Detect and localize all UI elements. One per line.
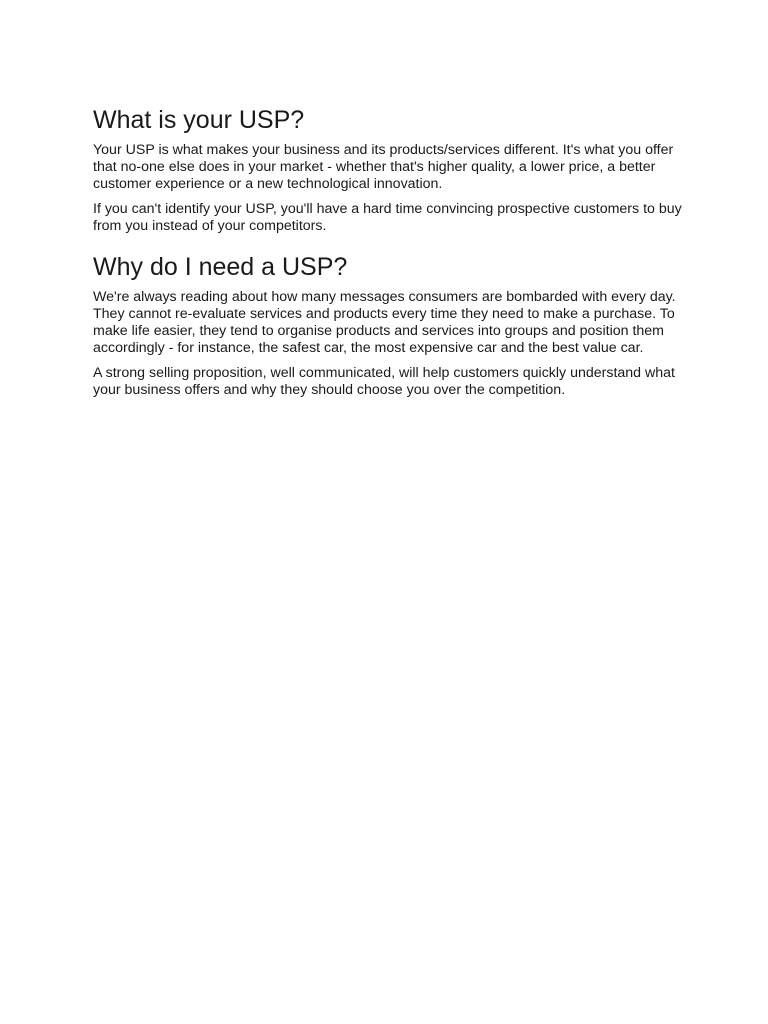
document-page — [93, 104, 683, 407]
paragraph-consumer-messages: We're always reading about how many messages consumers are bombarded with every day. They cannot re-evaluate services and products every time they need to make a purchase. To make life easier, they tend to organise products and services into groups and position them accordingly - for instance, the safest car, the most expensive car and the best value car. — [93, 289, 676, 356]
section-heading-why-need-usp: Why do I need a USP? — [93, 253, 348, 281]
paragraph-strong-proposition: A strong selling proposition, well communicated, will help customers quickly understand what your business offers and why they should choose you over the competition. — [93, 365, 675, 398]
paragraph-usp-definition: Your USP is what makes your business and its products/services different. It's what you offer that no-one else does in your market - whether that's higher quality, a lower price, a better customer experience or a new technological innovation. — [93, 142, 674, 192]
section-heading-what-is-usp: What is your USP? — [93, 106, 305, 134]
paragraph-usp-identify: If you can't identify your USP, you'll have a hard time convincing prospective customers to buy from you instead of your competitors. — [93, 201, 682, 234]
